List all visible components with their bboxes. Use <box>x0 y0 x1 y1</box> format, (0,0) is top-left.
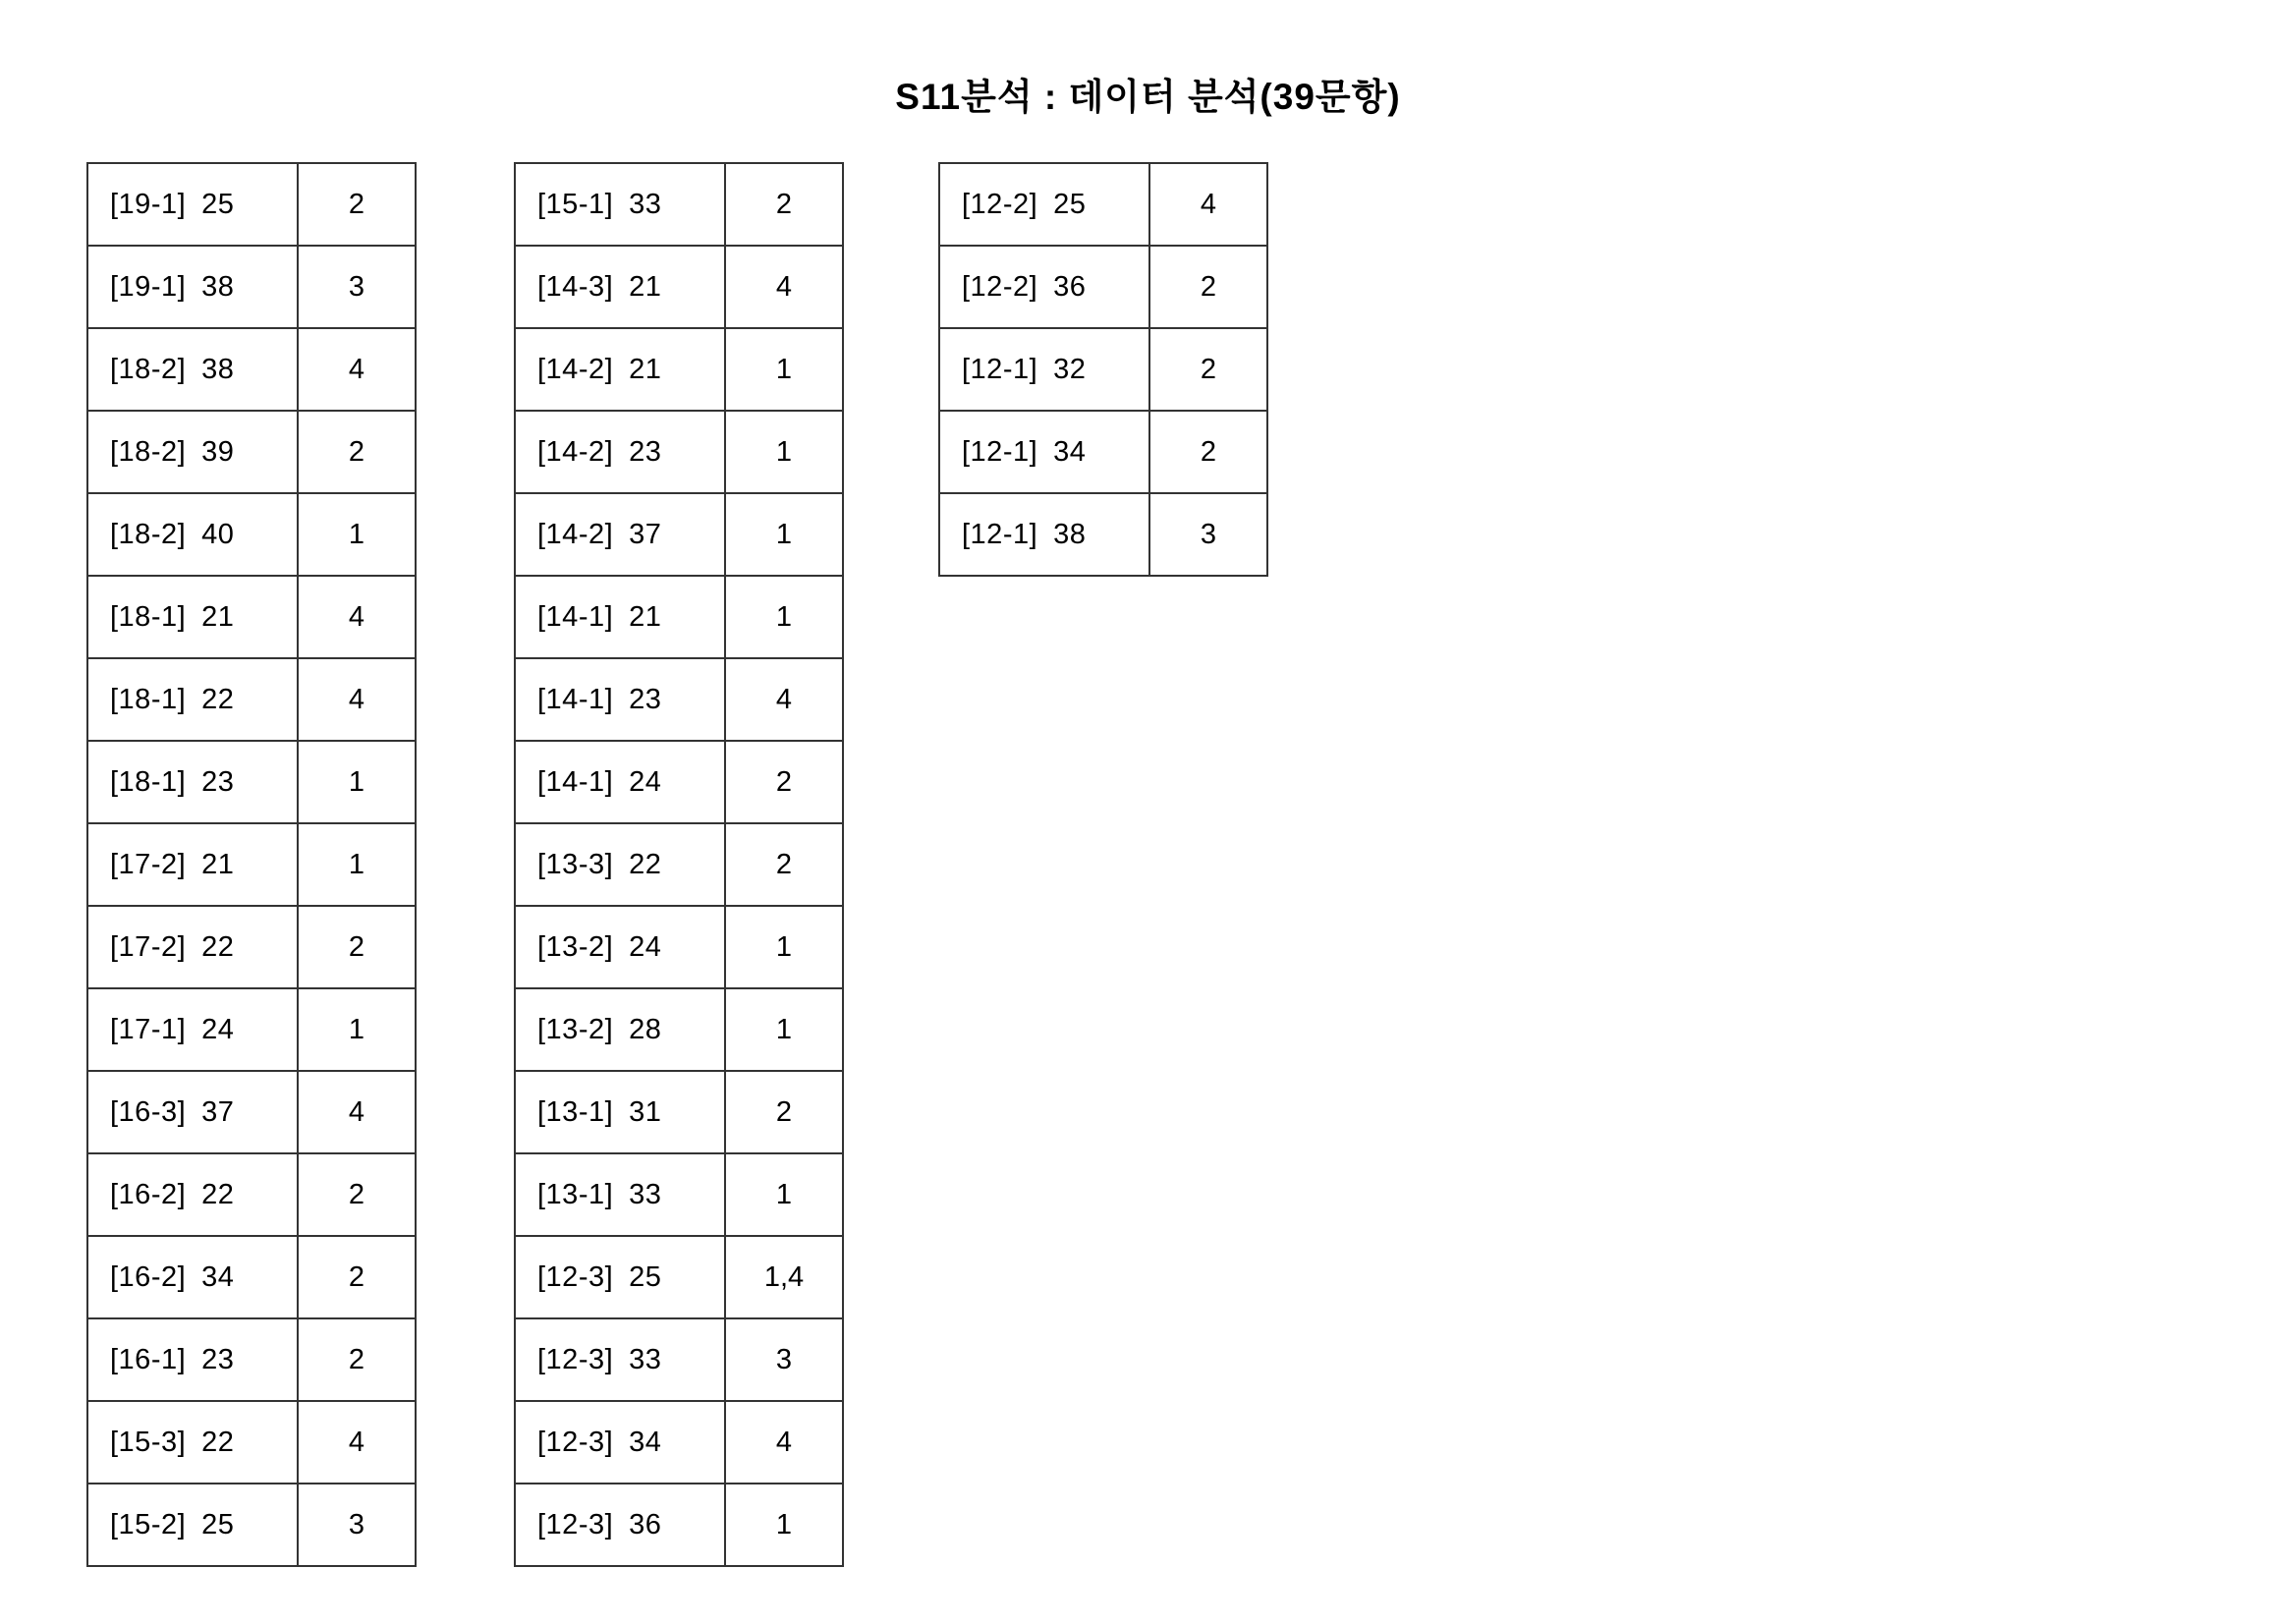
question-label-cell <box>515 1484 725 1566</box>
question-number: 25 <box>629 1260 662 1293</box>
table-row <box>515 1318 843 1401</box>
table-row <box>515 658 843 741</box>
question-label-cell <box>939 328 1149 411</box>
question-number: 31 <box>629 1095 662 1128</box>
question-number: 33 <box>629 188 662 220</box>
question-number: 36 <box>1053 270 1087 303</box>
question-label-cell <box>515 988 725 1071</box>
question-code: [13-1] <box>537 1178 614 1210</box>
question-code: [19-1] <box>110 188 187 220</box>
answer-value-cell: 1 <box>298 741 416 823</box>
answer-value-cell: 1 <box>725 906 843 988</box>
question-label-cell <box>515 246 725 328</box>
question-number: 22 <box>201 683 235 715</box>
question-number: 23 <box>629 435 662 468</box>
question-label-cell <box>515 823 725 906</box>
answer-value-cell: 2 <box>298 411 416 493</box>
question-code: [15-2] <box>110 1508 187 1540</box>
answer-table-3 <box>938 162 1268 577</box>
question-number: 21 <box>629 270 662 303</box>
question-code: [18-2] <box>110 518 187 550</box>
answer-value-cell: 2 <box>1149 328 1267 411</box>
question-code: [16-2] <box>110 1260 187 1293</box>
question-label-cell <box>87 411 298 493</box>
answer-value-cell: 3 <box>725 1318 843 1401</box>
question-label-cell <box>515 658 725 741</box>
answer-value-cell: 2 <box>298 906 416 988</box>
question-code: [18-2] <box>110 435 187 468</box>
question-number: 37 <box>629 518 662 550</box>
answer-value-cell: 4 <box>1149 163 1267 246</box>
question-label-cell <box>87 1153 298 1236</box>
question-code: [12-3] <box>537 1508 614 1540</box>
question-code: [18-2] <box>110 353 187 385</box>
table-row <box>87 658 416 741</box>
question-number: 38 <box>201 270 235 303</box>
question-number: 21 <box>629 353 662 385</box>
question-number: 40 <box>201 518 235 550</box>
table-row <box>515 328 843 411</box>
question-number: 25 <box>1053 188 1087 220</box>
question-code: [15-3] <box>110 1426 187 1458</box>
table-row <box>515 741 843 823</box>
question-number: 25 <box>201 188 235 220</box>
question-code: [13-1] <box>537 1095 614 1128</box>
answer-value-cell: 1 <box>725 576 843 658</box>
question-number: 34 <box>1053 435 1087 468</box>
table-row <box>939 411 1267 493</box>
question-number: 21 <box>201 848 235 880</box>
question-number: 34 <box>201 1260 235 1293</box>
table-row <box>939 163 1267 246</box>
question-label-cell <box>939 493 1149 576</box>
answer-value-cell: 4 <box>298 1401 416 1484</box>
answer-value-cell: 4 <box>725 658 843 741</box>
question-code: [12-3] <box>537 1426 614 1458</box>
question-code: [17-1] <box>110 1013 187 1045</box>
question-number: 36 <box>629 1508 662 1540</box>
question-number: 22 <box>201 1178 235 1210</box>
answer-value-cell: 2 <box>725 163 843 246</box>
answer-value-cell: 2 <box>298 1153 416 1236</box>
answer-value-cell: 2 <box>298 1318 416 1401</box>
question-code: [12-1] <box>962 435 1038 468</box>
answer-table-2 <box>514 162 844 1567</box>
question-label-cell <box>515 328 725 411</box>
question-label-cell <box>87 1071 298 1153</box>
table-row <box>515 163 843 246</box>
table-row <box>515 411 843 493</box>
question-label-cell <box>515 1071 725 1153</box>
table-row <box>515 1071 843 1153</box>
question-label-cell <box>515 1401 725 1484</box>
table-row <box>87 493 416 576</box>
question-number: 23 <box>201 765 235 798</box>
question-code: [19-1] <box>110 270 187 303</box>
answer-value-cell: 2 <box>725 1071 843 1153</box>
question-label-cell <box>515 411 725 493</box>
table-row <box>87 411 416 493</box>
answer-value-cell: 4 <box>725 1401 843 1484</box>
answer-value-cell: 4 <box>725 246 843 328</box>
answer-value-cell: 1 <box>725 988 843 1071</box>
answer-value-cell: 2 <box>1149 411 1267 493</box>
table-row <box>515 576 843 658</box>
question-label-cell <box>87 1484 298 1566</box>
question-label-cell <box>87 658 298 741</box>
table-row <box>87 1236 416 1318</box>
question-label-cell <box>87 328 298 411</box>
question-label-cell <box>87 493 298 576</box>
table-row <box>87 576 416 658</box>
table-row <box>87 1153 416 1236</box>
question-label-cell <box>515 1153 725 1236</box>
table-row <box>87 246 416 328</box>
question-code: [17-2] <box>110 848 187 880</box>
question-number: 21 <box>629 600 662 633</box>
answer-value-cell: 3 <box>1149 493 1267 576</box>
question-number: 37 <box>201 1095 235 1128</box>
question-number: 22 <box>201 930 235 963</box>
table-row <box>87 906 416 988</box>
table-row <box>515 246 843 328</box>
question-label-cell <box>87 741 298 823</box>
question-label-cell <box>87 246 298 328</box>
table-row <box>939 493 1267 576</box>
answer-value-cell: 2 <box>298 1236 416 1318</box>
table-row <box>939 246 1267 328</box>
question-number: 23 <box>201 1343 235 1375</box>
question-code: [12-3] <box>537 1343 614 1375</box>
question-code: [15-1] <box>537 188 614 220</box>
question-number: 28 <box>629 1013 662 1045</box>
question-label-cell <box>87 906 298 988</box>
question-code: [18-1] <box>110 683 187 715</box>
question-number: 24 <box>201 1013 235 1045</box>
question-label-cell <box>515 906 725 988</box>
answer-value-cell: 1 <box>725 328 843 411</box>
answer-value-cell: 4 <box>298 328 416 411</box>
answer-value-cell: 2 <box>725 741 843 823</box>
question-number: 25 <box>201 1508 235 1540</box>
question-number: 33 <box>629 1178 662 1210</box>
table-row <box>515 906 843 988</box>
question-label-cell <box>939 246 1149 328</box>
question-code: [18-1] <box>110 765 187 798</box>
table-row <box>87 328 416 411</box>
question-code: [13-3] <box>537 848 614 880</box>
answer-value-cell: 1 <box>725 493 843 576</box>
question-label-cell <box>515 1318 725 1401</box>
question-code: [16-3] <box>110 1095 187 1128</box>
question-number: 22 <box>201 1426 235 1458</box>
question-number: 24 <box>629 930 662 963</box>
question-label-cell <box>87 823 298 906</box>
answer-table-1-body <box>87 163 416 1566</box>
answer-table-3-body <box>939 163 1267 576</box>
question-label-cell <box>515 741 725 823</box>
table-row <box>87 988 416 1071</box>
table-row <box>515 1484 843 1566</box>
question-code: [18-1] <box>110 600 187 633</box>
question-code: [12-1] <box>962 518 1038 550</box>
question-code: [14-1] <box>537 683 614 715</box>
question-code: [16-2] <box>110 1178 187 1210</box>
table-row <box>87 1484 416 1566</box>
table-row <box>515 988 843 1071</box>
question-label-cell <box>87 1318 298 1401</box>
question-code: [16-1] <box>110 1343 187 1375</box>
question-label-cell <box>939 411 1149 493</box>
question-code: [12-2] <box>962 188 1038 220</box>
question-code: [14-2] <box>537 435 614 468</box>
page-title: S11분석 : 데이터 분석(39문항) <box>895 77 1401 117</box>
answer-value-cell: 2 <box>298 163 416 246</box>
answer-value-cell: 2 <box>725 823 843 906</box>
table-row <box>515 1236 843 1318</box>
question-label-cell <box>515 576 725 658</box>
question-code: [14-1] <box>537 600 614 633</box>
answer-table-2-body <box>515 163 843 1566</box>
question-code: [14-1] <box>537 765 614 798</box>
question-number: 24 <box>629 765 662 798</box>
answer-value-cell: 3 <box>298 246 416 328</box>
answer-value-cell: 1 <box>298 823 416 906</box>
question-label-cell <box>87 1401 298 1484</box>
table-row <box>515 493 843 576</box>
question-number: 23 <box>629 683 662 715</box>
table-row <box>515 1401 843 1484</box>
answer-value-cell: 2 <box>1149 246 1267 328</box>
table-row <box>87 163 416 246</box>
answer-value-cell: 1 <box>298 988 416 1071</box>
question-number: 34 <box>629 1426 662 1458</box>
question-label-cell <box>515 163 725 246</box>
answer-value-cell: 4 <box>298 1071 416 1153</box>
question-number: 39 <box>201 435 235 468</box>
answer-value-cell: 4 <box>298 576 416 658</box>
question-code: [14-2] <box>537 353 614 385</box>
answer-value-cell: 1 <box>298 493 416 576</box>
table-row <box>939 328 1267 411</box>
table-row <box>87 1401 416 1484</box>
answer-value-cell: 1 <box>725 411 843 493</box>
question-label-cell <box>87 163 298 246</box>
table-row <box>87 1318 416 1401</box>
question-number: 21 <box>201 600 235 633</box>
table-row <box>515 1153 843 1236</box>
table-row <box>515 823 843 906</box>
question-code: [13-2] <box>537 930 614 963</box>
question-number: 33 <box>629 1343 662 1375</box>
question-code: [12-1] <box>962 353 1038 385</box>
question-label-cell <box>87 988 298 1071</box>
question-code: [12-3] <box>537 1260 614 1293</box>
question-label-cell <box>87 576 298 658</box>
question-code: [13-2] <box>537 1013 614 1045</box>
answer-value-cell: 1 <box>725 1484 843 1566</box>
question-code: [17-2] <box>110 930 187 963</box>
question-number: 32 <box>1053 353 1087 385</box>
table-row <box>87 823 416 906</box>
question-label-cell <box>939 163 1149 246</box>
question-number: 38 <box>201 353 235 385</box>
question-label-cell <box>515 493 725 576</box>
question-label-cell <box>515 1236 725 1318</box>
answer-value-cell: 1,4 <box>725 1236 843 1318</box>
answer-value-cell: 3 <box>298 1484 416 1566</box>
table-row <box>87 741 416 823</box>
question-code: [14-2] <box>537 518 614 550</box>
answer-value-cell: 4 <box>298 658 416 741</box>
question-code: [12-2] <box>962 270 1038 303</box>
question-number: 38 <box>1053 518 1087 550</box>
answer-table-1 <box>86 162 417 1567</box>
question-label-cell <box>87 1236 298 1318</box>
table-row <box>87 1071 416 1153</box>
answer-value-cell: 1 <box>725 1153 843 1236</box>
question-code: [14-3] <box>537 270 614 303</box>
question-number: 22 <box>629 848 662 880</box>
